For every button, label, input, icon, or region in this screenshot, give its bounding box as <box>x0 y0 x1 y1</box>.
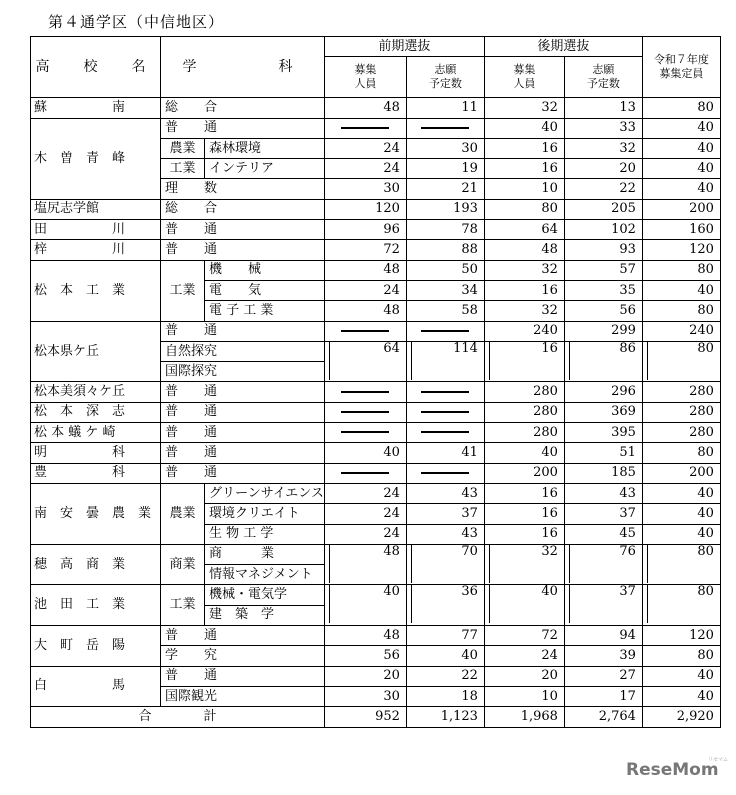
late-boshu: 16 <box>484 138 564 158</box>
early-shigan: 58 <box>406 301 484 321</box>
table-row <box>31 98 721 118</box>
resemom-logo: ReseMom <box>626 760 719 780</box>
early-shigan <box>406 463 484 483</box>
table-row <box>31 483 721 503</box>
dash-mark <box>421 391 469 393</box>
late-boshu: 16 <box>484 280 564 300</box>
table-caption: 第４通学区（中信地区） <box>48 13 225 31</box>
late-shigan: 395 <box>564 423 642 443</box>
late-boshu: 200 <box>484 463 564 483</box>
total-quota: 120 <box>642 240 720 260</box>
late-boshu: 280 <box>484 382 564 402</box>
total-quota: 40 <box>642 118 720 138</box>
early-shigan <box>406 382 484 402</box>
total-quota: 200 <box>642 463 720 483</box>
early-boshu: 24 <box>324 483 406 503</box>
late-shigan: 185 <box>564 463 642 483</box>
early-boshu <box>324 585 406 626</box>
table-row <box>31 199 721 219</box>
late-boshu: 16 <box>484 483 564 503</box>
late-shigan <box>564 341 642 382</box>
late-boshu: 20 <box>484 666 564 686</box>
header-early-shigan: 志願 予定数 <box>406 57 484 98</box>
total-quota: 40 <box>642 666 720 686</box>
school-name: 明 科 <box>31 443 161 463</box>
table-row <box>31 321 721 341</box>
early-boshu <box>324 544 406 585</box>
late-boshu: 32 <box>484 260 564 280</box>
dept-name: 総 合 <box>161 199 325 219</box>
late-shigan <box>564 544 642 585</box>
late-shigan: 22 <box>564 179 642 199</box>
late-shigan: 27 <box>564 666 642 686</box>
late-boshu: 24 <box>484 646 564 666</box>
early-boshu: 24 <box>324 280 406 300</box>
early-shigan: 21 <box>406 179 484 199</box>
early-boshu: 48 <box>324 260 406 280</box>
brace-mark <box>411 545 417 583</box>
early-boshu: 120 <box>324 199 406 219</box>
dept-name: 普 通 <box>161 463 325 483</box>
school-name: 塩尻志学館 <box>31 199 161 219</box>
total-quota <box>642 544 720 585</box>
late-shigan: 205 <box>564 199 642 219</box>
total-quota: 40 <box>642 280 720 300</box>
table-row <box>31 585 721 605</box>
dept-name: 普 通 <box>161 321 325 341</box>
late-boshu: 10 <box>484 179 564 199</box>
late-boshu: 48 <box>484 240 564 260</box>
brace-mark <box>569 342 575 380</box>
table-row <box>31 423 721 443</box>
total-quota: 120 <box>642 626 720 646</box>
value: 80 <box>697 544 714 559</box>
header-late: 後期選抜 <box>484 37 642 57</box>
early-shigan: 41 <box>406 443 484 463</box>
dept-name: 総 合 <box>161 98 325 118</box>
early-boshu: 72 <box>324 240 406 260</box>
dept-name: 国際探究 <box>161 362 325 382</box>
early-boshu: 48 <box>324 98 406 118</box>
value: 76 <box>619 544 636 559</box>
school-name: 松本美須々ケ丘 <box>31 382 161 402</box>
school-name: 松 本 深 志 <box>31 402 161 422</box>
school-name: 白 馬 <box>31 666 161 707</box>
dash-mark <box>341 330 389 332</box>
total-label: 合 計 <box>31 707 325 727</box>
total-quota: 80 <box>642 646 720 666</box>
total-quota: 280 <box>642 423 720 443</box>
total-quota: 40 <box>642 483 720 503</box>
late-shigan: 299 <box>564 321 642 341</box>
late-shigan: 13 <box>564 98 642 118</box>
late-boshu: 240 <box>484 321 564 341</box>
dept-name: 国際観光 <box>161 686 325 706</box>
late-shigan: 17 <box>564 686 642 706</box>
dept-name: 普 通 <box>161 423 325 443</box>
school-name: 南 安 曇 農 業 <box>31 483 161 544</box>
late-boshu: 40 <box>484 118 564 138</box>
header-total-quota: 令和７年度 募集定員 <box>642 37 720 98</box>
late-shigan: 43 <box>564 483 642 503</box>
late-shigan: 20 <box>564 159 642 179</box>
total-quota: 80 <box>642 98 720 118</box>
total-quota: 280 <box>642 402 720 422</box>
school-name: 蘇 南 <box>31 98 161 118</box>
late-shigan: 57 <box>564 260 642 280</box>
early-boshu <box>324 382 406 402</box>
late-shigan: 56 <box>564 301 642 321</box>
total-quota: 40 <box>642 504 720 524</box>
late-shigan <box>564 585 642 626</box>
brace-mark <box>647 545 653 583</box>
school-name: 松本県ケ丘 <box>31 321 161 382</box>
dept-name: 普 通 <box>161 240 325 260</box>
late-boshu: 32 <box>484 301 564 321</box>
dept-name: 情報マネジメント <box>205 565 325 585</box>
late-shigan: 102 <box>564 220 642 240</box>
total-quota: 280 <box>642 382 720 402</box>
table-row <box>31 544 721 564</box>
late-boshu <box>484 585 564 626</box>
late-boshu <box>484 341 564 382</box>
header-early: 前期選抜 <box>324 37 484 57</box>
dept-name: 普 通 <box>161 382 325 402</box>
total-quota: 40 <box>642 179 720 199</box>
early-shigan <box>406 341 484 382</box>
early-shigan: 34 <box>406 280 484 300</box>
school-name: 松 本 蟻 ケ 崎 <box>31 423 161 443</box>
early-boshu <box>324 321 406 341</box>
early-boshu: 20 <box>324 666 406 686</box>
dash-mark <box>421 411 469 413</box>
table-row <box>31 382 721 402</box>
early-boshu: 40 <box>324 443 406 463</box>
total-quota: 40 <box>642 159 720 179</box>
value: 36 <box>461 584 478 600</box>
dept-name: インテリア <box>205 159 325 179</box>
early-shigan <box>406 423 484 443</box>
table-row <box>31 118 721 138</box>
early-boshu: 24 <box>324 524 406 544</box>
value: 16 <box>541 341 558 356</box>
dept-name: 普 通 <box>161 443 325 463</box>
late-boshu: 10 <box>484 686 564 706</box>
total-quota <box>642 341 720 382</box>
school-name: 大 町 岳 陽 <box>31 626 161 667</box>
early-boshu <box>324 423 406 443</box>
total-early-shigan: 1,123 <box>406 707 484 727</box>
early-boshu: 56 <box>324 646 406 666</box>
late-boshu: 280 <box>484 423 564 443</box>
dept-name: 環境クリエイト <box>205 504 325 524</box>
dept-category: 商業 <box>161 544 205 585</box>
brace-mark <box>411 585 417 623</box>
late-shigan: 296 <box>564 382 642 402</box>
dept-name: 普 通 <box>161 118 325 138</box>
table-row <box>31 240 721 260</box>
dept-name: 普 通 <box>161 666 325 686</box>
dept-category: 農業 <box>161 138 205 158</box>
early-shigan: 77 <box>406 626 484 646</box>
late-shigan: 39 <box>564 646 642 666</box>
value: 37 <box>619 584 636 600</box>
admissions-table <box>30 36 721 728</box>
early-shigan <box>406 118 484 138</box>
brace-mark <box>329 585 335 623</box>
header-late-boshu: 募集 人員 <box>484 57 564 98</box>
school-name: 豊 科 <box>31 463 161 483</box>
early-shigan: 40 <box>406 646 484 666</box>
total-late-boshu: 1,968 <box>484 707 564 727</box>
late-shigan: 32 <box>564 138 642 158</box>
dept-name: 生 物 工 学 <box>205 524 325 544</box>
total-quota: 2,920 <box>642 707 720 727</box>
total-quota: 200 <box>642 199 720 219</box>
total-quota: 40 <box>642 138 720 158</box>
early-shigan: 193 <box>406 199 484 219</box>
late-boshu: 32 <box>484 98 564 118</box>
dept-category: 工業 <box>161 585 205 626</box>
dash-mark <box>421 330 469 332</box>
brace-mark <box>489 545 495 583</box>
header-early-boshu: 募集 人員 <box>324 57 406 98</box>
late-shigan: 93 <box>564 240 642 260</box>
dash-mark <box>421 127 469 129</box>
brace-mark <box>569 585 575 623</box>
late-boshu: 280 <box>484 402 564 422</box>
early-boshu <box>324 341 406 382</box>
late-shigan: 35 <box>564 280 642 300</box>
late-shigan: 51 <box>564 443 642 463</box>
early-boshu: 30 <box>324 179 406 199</box>
dept-name: 電 子 工 業 <box>205 301 325 321</box>
value: 80 <box>697 341 714 356</box>
early-boshu: 96 <box>324 220 406 240</box>
value: 40 <box>383 584 400 600</box>
late-shigan: 94 <box>564 626 642 646</box>
dash-mark <box>421 472 469 474</box>
table-row <box>31 443 721 463</box>
late-boshu: 80 <box>484 199 564 219</box>
dept-name: 普 通 <box>161 402 325 422</box>
early-shigan: 19 <box>406 159 484 179</box>
early-shigan: 18 <box>406 686 484 706</box>
early-shigan: 43 <box>406 524 484 544</box>
value: 70 <box>461 544 478 559</box>
dept-name: 理 数 <box>161 179 325 199</box>
total-quota: 80 <box>642 260 720 280</box>
early-boshu <box>324 118 406 138</box>
dept-name: 商 業 <box>205 544 325 564</box>
dept-category: 工業 <box>161 260 205 321</box>
value: 64 <box>383 341 400 356</box>
early-boshu: 24 <box>324 159 406 179</box>
dept-name: 森林環境 <box>205 138 325 158</box>
dept-category: 農業 <box>161 483 205 544</box>
school-name: 木 曽 青 峰 <box>31 118 161 199</box>
brace-mark <box>489 585 495 623</box>
late-boshu: 64 <box>484 220 564 240</box>
value: 114 <box>453 341 478 356</box>
school-name: 穂 高 商 業 <box>31 544 161 585</box>
late-shigan: 37 <box>564 504 642 524</box>
total-quota: 40 <box>642 686 720 706</box>
early-shigan: 43 <box>406 483 484 503</box>
school-name: 松 本 工 業 <box>31 260 161 321</box>
early-shigan <box>406 544 484 585</box>
early-shigan: 50 <box>406 260 484 280</box>
dept-category: 工業 <box>161 159 205 179</box>
late-shigan: 369 <box>564 402 642 422</box>
dash-mark <box>341 472 389 474</box>
early-shigan: 78 <box>406 220 484 240</box>
table-row <box>31 463 721 483</box>
value: 48 <box>383 544 400 559</box>
dept-name: 学 究 <box>161 646 325 666</box>
late-boshu <box>484 544 564 585</box>
dept-name: 機械・電気学 <box>205 585 325 605</box>
table-row <box>31 666 721 686</box>
late-shigan: 33 <box>564 118 642 138</box>
dash-mark <box>341 411 389 413</box>
early-shigan: 22 <box>406 666 484 686</box>
early-boshu: 24 <box>324 138 406 158</box>
dash-mark <box>341 391 389 393</box>
late-boshu: 16 <box>484 504 564 524</box>
late-boshu: 16 <box>484 524 564 544</box>
total-quota <box>642 585 720 626</box>
total-early-boshu: 952 <box>324 707 406 727</box>
total-quota: 80 <box>642 443 720 463</box>
dash-mark <box>421 431 469 433</box>
header-late-shigan: 志願 予定数 <box>564 57 642 98</box>
dept-name: 機 械 <box>205 260 325 280</box>
early-shigan: 88 <box>406 240 484 260</box>
table-row <box>31 220 721 240</box>
table-body <box>31 98 721 707</box>
table-row <box>31 260 721 280</box>
dept-name: グリーンサイエンス <box>205 483 325 503</box>
late-boshu: 72 <box>484 626 564 646</box>
early-shigan: 11 <box>406 98 484 118</box>
dept-name: 建 築 学 <box>205 605 325 625</box>
brace-mark <box>489 342 495 380</box>
value: 86 <box>619 341 636 356</box>
total-late-shigan: 2,764 <box>564 707 642 727</box>
late-boshu: 40 <box>484 443 564 463</box>
resemom-logo-sub: リセマム <box>708 757 728 763</box>
early-boshu <box>324 463 406 483</box>
early-shigan: 30 <box>406 138 484 158</box>
dash-mark <box>341 431 389 433</box>
early-boshu: 48 <box>324 626 406 646</box>
early-shigan: 37 <box>406 504 484 524</box>
dept-name: 普 通 <box>161 626 325 646</box>
value: 32 <box>541 544 558 559</box>
total-quota: 240 <box>642 321 720 341</box>
dept-name: 普 通 <box>161 220 325 240</box>
total-quota: 160 <box>642 220 720 240</box>
early-shigan <box>406 321 484 341</box>
school-name: 田 川 <box>31 220 161 240</box>
brace-mark <box>329 342 335 380</box>
table-row <box>31 402 721 422</box>
brace-mark <box>411 342 417 380</box>
value: 40 <box>541 584 558 600</box>
early-boshu: 24 <box>324 504 406 524</box>
early-boshu: 30 <box>324 686 406 706</box>
header-dept: 学 科 <box>161 37 325 98</box>
school-name: 梓 川 <box>31 240 161 260</box>
early-shigan <box>406 402 484 422</box>
early-boshu <box>324 402 406 422</box>
late-boshu: 16 <box>484 159 564 179</box>
total-quota: 40 <box>642 524 720 544</box>
total-quota: 80 <box>642 301 720 321</box>
brace-mark <box>569 545 575 583</box>
value: 80 <box>697 584 714 600</box>
early-shigan <box>406 585 484 626</box>
school-name: 池 田 工 業 <box>31 585 161 626</box>
brace-mark <box>647 342 653 380</box>
header-school: 高 校 名 <box>31 37 161 98</box>
table-row <box>31 626 721 646</box>
dept-name: 電 気 <box>205 280 325 300</box>
brace-mark <box>647 585 653 623</box>
dash-mark <box>341 127 389 129</box>
early-boshu: 48 <box>324 301 406 321</box>
dept-name: 自然探究 <box>161 341 325 361</box>
late-shigan: 45 <box>564 524 642 544</box>
total-row <box>31 707 721 727</box>
brace-mark <box>329 545 335 583</box>
